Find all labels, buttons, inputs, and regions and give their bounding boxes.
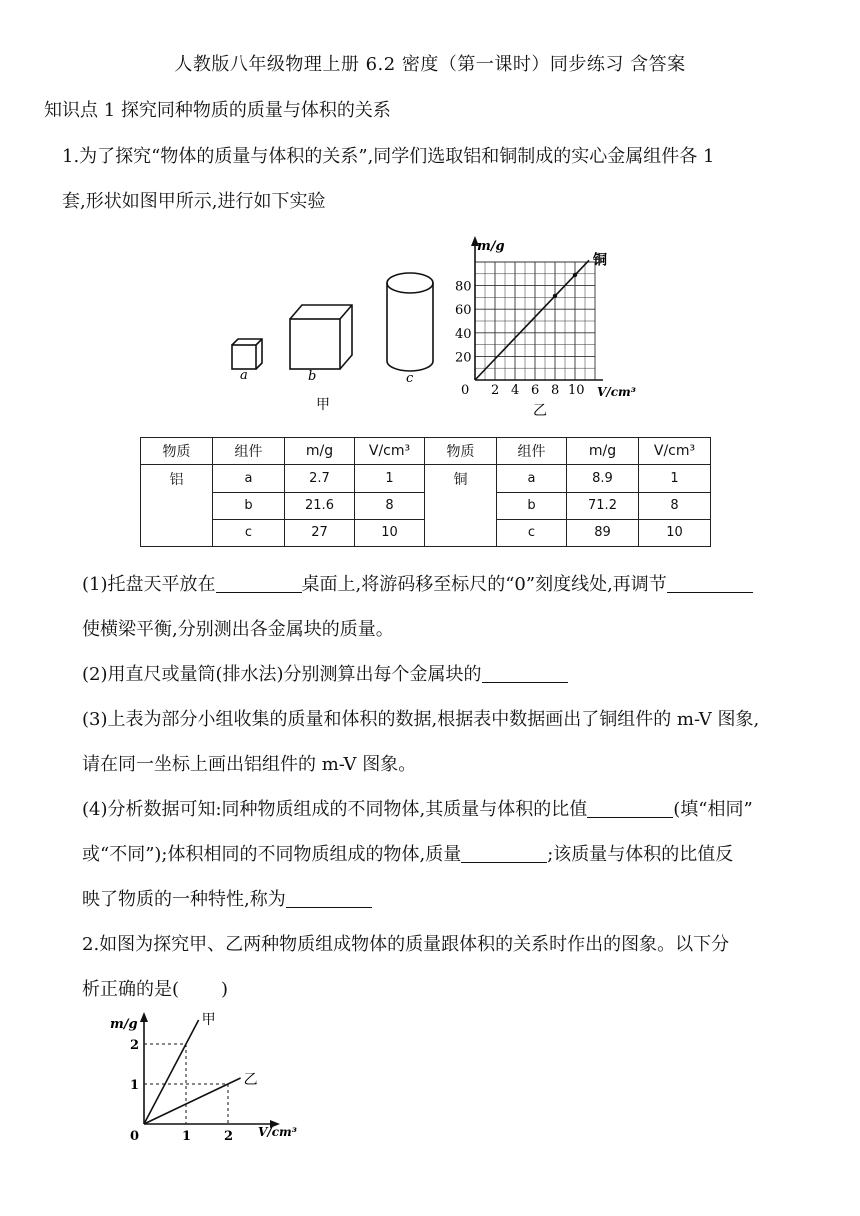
cell: 1	[639, 465, 711, 492]
caption-yi: 乙	[533, 403, 547, 419]
q1-stem-line2: 套,形状如图甲所示,进行如下实验	[62, 191, 326, 212]
cell: c	[213, 519, 285, 546]
q1-part4-line1	[82, 798, 753, 822]
y-tick-label: 80	[455, 279, 472, 295]
text: (4)分析数据可知:同种物质组成的不同物体,其质量与体积的比值	[82, 799, 588, 820]
th-volume-2: V/cm³	[639, 438, 711, 465]
cell-copper: 铜	[425, 465, 497, 547]
th-part-2: 组件	[497, 438, 567, 465]
x-tick-label: 0	[461, 383, 470, 398]
text: 映了物质的一种特性,称为	[82, 889, 286, 910]
text: 或“不同”);体积相同的不同物质组成的物体,质量	[82, 844, 462, 865]
label-c: c	[406, 371, 414, 386]
chart1-axes	[471, 236, 603, 380]
cell: 89	[567, 519, 639, 546]
text: )	[221, 979, 229, 1000]
y-tick-label: 1	[130, 1078, 140, 1093]
th-material-2: 物质	[425, 438, 497, 465]
q1-stem-line1: 1.为了探究“物体的质量与体积的关系”,同学们选取铝和铜制成的实心金属组件各 1	[62, 146, 715, 167]
label-b: b	[308, 369, 317, 384]
cell: a	[497, 465, 567, 492]
data-point	[553, 294, 557, 298]
cube-a	[232, 339, 262, 369]
x-tick-label: 1	[182, 1129, 192, 1144]
cell: a	[213, 465, 285, 492]
text: (填“相同”	[673, 799, 753, 820]
cell: 27	[285, 519, 355, 546]
cell: b	[497, 492, 567, 519]
chart1-grid	[475, 262, 595, 380]
series-line	[144, 1078, 241, 1124]
q1-part4-line2	[82, 843, 733, 867]
x-tick-label: 10	[568, 383, 585, 398]
cube-b	[290, 305, 352, 369]
label-a: a	[240, 368, 248, 383]
cell: 8	[639, 492, 711, 519]
cell: b	[213, 492, 285, 519]
cell: 10	[639, 519, 711, 546]
q1-part2	[82, 663, 568, 687]
q2-graph	[100, 1008, 320, 1148]
cell: 8	[355, 492, 425, 519]
figure-jia-shapes	[220, 265, 450, 415]
section-heading: 知识点 1 探究同种物质的质量与体积的关系	[44, 100, 391, 121]
q1-part4-line3	[82, 888, 372, 912]
x-tick-label: 4	[511, 383, 520, 398]
series-line-copper	[475, 260, 589, 380]
chart1-xlabel: V/cm³	[597, 385, 636, 399]
cell: 71.2	[567, 492, 639, 519]
cell: 1	[355, 465, 425, 492]
answer-blank[interactable]	[461, 844, 547, 863]
document-title: 人教版八年级物理上册 6.2 密度（第一课时）同步练习 含答案	[174, 54, 686, 75]
q2-stem-line2	[82, 978, 228, 1002]
text: (1)托盘天平放在	[82, 574, 216, 595]
q1-part1-line2: 使横梁平衡,分别测出各金属块的质量。	[82, 619, 394, 640]
th-material-1: 物质	[141, 438, 213, 465]
text: 析正确的是(	[82, 979, 180, 1000]
data-point	[573, 273, 577, 277]
caption-jia: 甲	[316, 397, 330, 413]
figure-yi-graph	[445, 232, 655, 422]
x-tick-label: 8	[551, 383, 560, 398]
th-mass-1: m/g	[285, 438, 355, 465]
th-part-1: 组件	[213, 438, 285, 465]
chart2-guides	[144, 1044, 228, 1124]
answer-blank[interactable]	[482, 664, 568, 683]
text: 桌面上,将游码移至标尺的“0”刻度线处,再调节	[301, 574, 667, 595]
q1-part3-line2: 请在同一坐标上画出铝组件的 m-V 图象。	[82, 754, 417, 775]
th-mass-2: m/g	[567, 438, 639, 465]
chart2-series	[144, 1012, 258, 1124]
x-tick-label: 2	[491, 383, 500, 398]
chart1-ylabel: m/g	[477, 239, 505, 254]
th-volume-1: V/cm³	[355, 438, 425, 465]
chart2-ylabel: m/g	[110, 1017, 138, 1032]
cell-aluminum: 铝	[141, 465, 213, 547]
q1-part3-line1: (3)上表为部分小组收集的质量和体积的数据,根据表中数据画出了铜组件的 m-V 图象,	[82, 709, 760, 730]
answer-blank[interactable]	[587, 799, 673, 818]
cylinder-c	[387, 273, 433, 371]
table-header-row	[141, 438, 711, 465]
series-label-copper: 铜	[593, 252, 607, 269]
x-tick-label: 2	[224, 1129, 234, 1144]
x-tick-label: 0	[130, 1129, 140, 1144]
series-line	[144, 1020, 199, 1124]
table-row	[141, 465, 711, 492]
answer-blank[interactable]	[667, 574, 753, 593]
cell: c	[497, 519, 567, 546]
series-label: 乙	[243, 1072, 258, 1088]
series-label: 甲	[201, 1012, 216, 1028]
chart2-xlabel: V/cm³	[258, 1125, 297, 1139]
q1-part1-line1	[82, 573, 753, 597]
answer-blank[interactable]	[216, 574, 302, 593]
cell: 2.7	[285, 465, 355, 492]
y-axis-arrow	[140, 1012, 148, 1022]
y-tick-label: 20	[455, 350, 472, 366]
answer-blank[interactable]	[286, 889, 372, 908]
y-tick-label: 60	[455, 303, 472, 319]
cell: 10	[355, 519, 425, 546]
cell: 21.6	[285, 492, 355, 519]
y-tick-label: 2	[130, 1038, 140, 1053]
cell: 8.9	[567, 465, 639, 492]
text: (2)用直尺或量筒(排水法)分别测算出每个金属块的	[82, 664, 482, 685]
y-tick-label: 40	[455, 326, 472, 342]
q2-stem-line1: 2.如图为探究甲、乙两种物质组成物体的质量跟体积的关系时作出的图象。以下分	[82, 934, 730, 955]
data-table	[140, 437, 711, 547]
text: ;该质量与体积的比值反	[547, 844, 734, 865]
chart2-axes	[140, 1012, 280, 1128]
x-tick-label: 6	[531, 383, 540, 398]
